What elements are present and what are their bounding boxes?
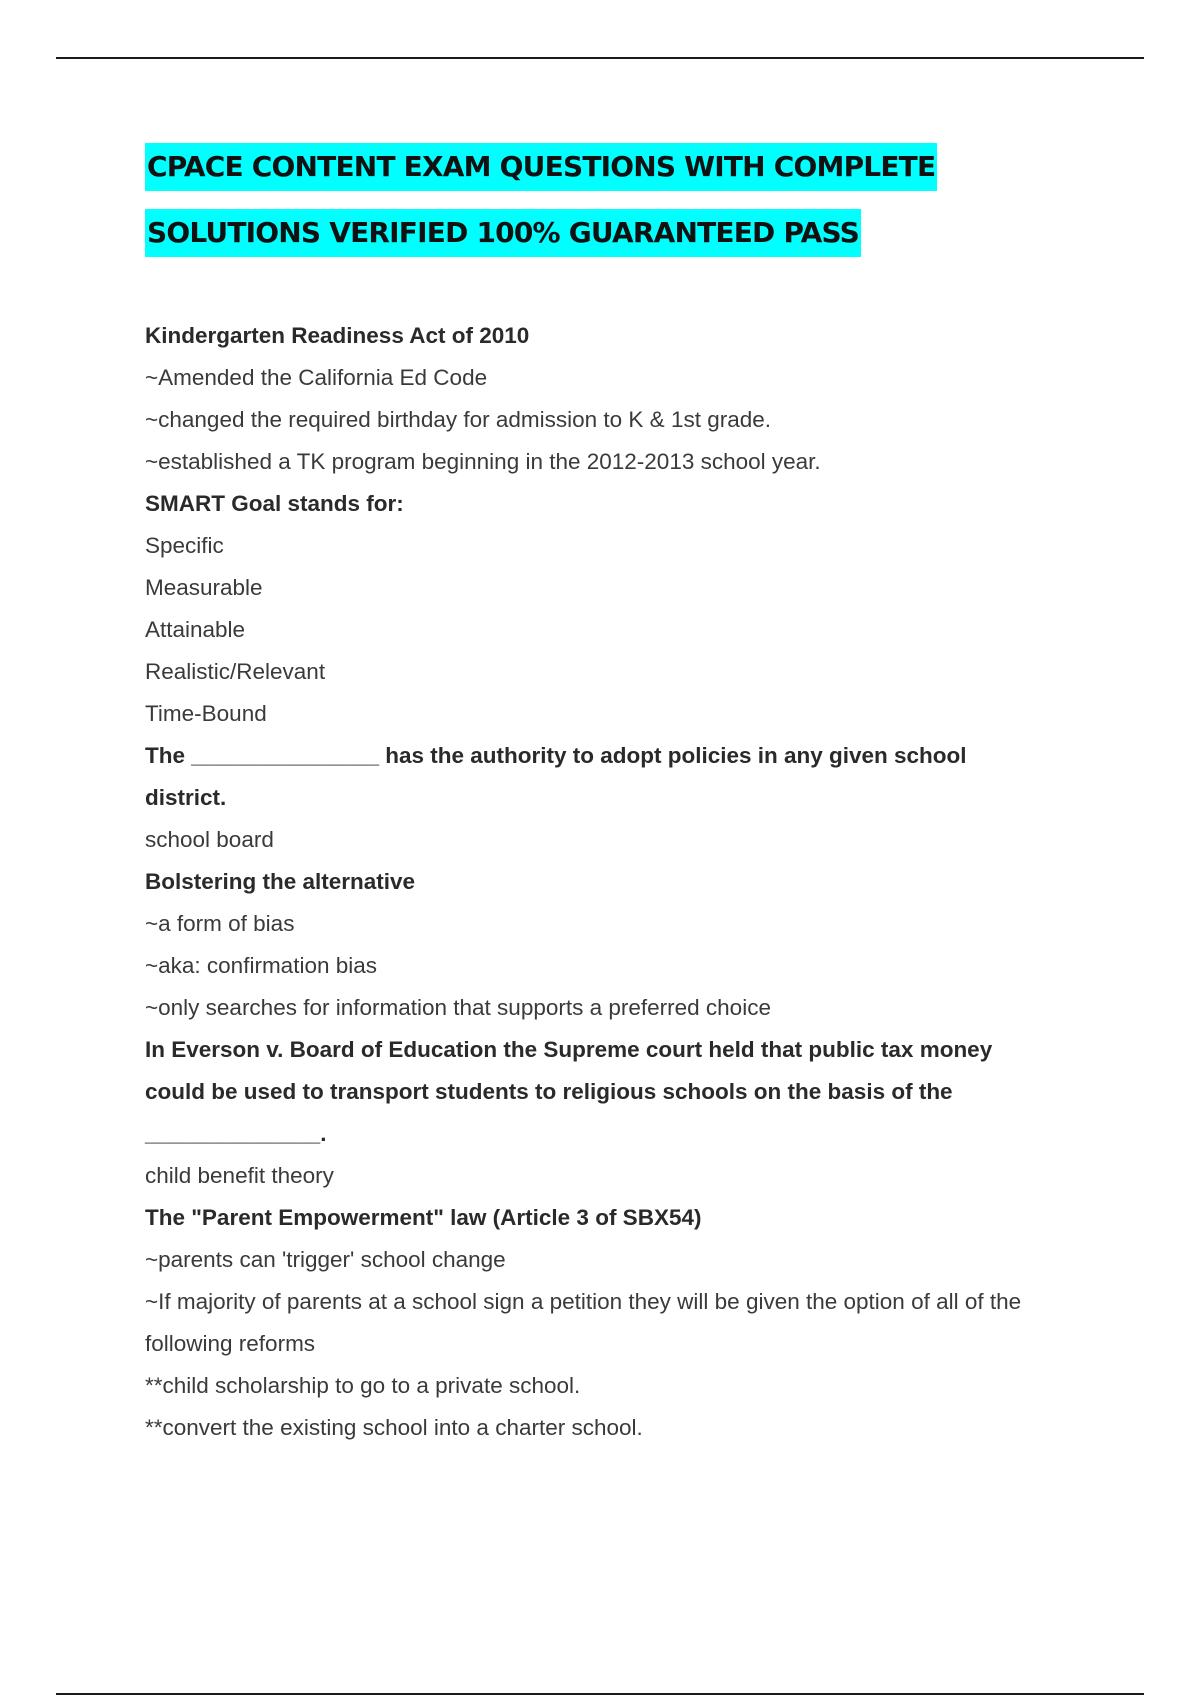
question-line: SMART Goal stands for: [145, 491, 404, 516]
title-line-1: CPACE CONTENT EXAM QUESTIONS WITH COMPLETE [145, 143, 937, 191]
footer-rule [56, 1693, 1144, 1695]
question-line: The "Parent Empowerment" law (Article 3 of SBX54) [145, 1205, 702, 1230]
answer-line: ~a form of bias [145, 911, 295, 936]
answer-line: ~parents can 'trigger' school change [145, 1247, 506, 1272]
question-line: In Everson v. Board of Education the Supreme court held that public tax money [145, 1037, 993, 1062]
question-line: Kindergarten Readiness Act of 2010 [145, 323, 530, 348]
answer-line: school board [145, 827, 274, 852]
answer-line: ~changed the required birthday for admission to K & 1st grade. [145, 407, 772, 432]
answer-line: ~Amended the California Ed Code [145, 365, 488, 390]
answer-line: Realistic/Relevant [145, 659, 326, 684]
qa-content [145, 315, 1095, 1449]
answer-line: Time-Bound [145, 701, 267, 726]
header-rule [56, 57, 1144, 59]
answer-line: Measurable [145, 575, 263, 600]
document-title [145, 143, 1105, 257]
answer-line: child benefit theory [145, 1163, 334, 1188]
question-line: district. [145, 785, 227, 810]
answer-line: ~If majority of parents at a school sign a petition they will be given the option of all of the [145, 1289, 1022, 1314]
answer-line: **child scholarship to go to a private school. [145, 1373, 581, 1398]
answer-line: ~established a TK program beginning in the 2012-2013 school year. [145, 449, 821, 474]
answer-line: ~only searches for information that supports a preferred choice [145, 995, 771, 1020]
question-line: could be used to transport students to religious schools on the basis of the [145, 1079, 953, 1104]
answer-line: following reforms [145, 1331, 316, 1356]
question-line: The _______________ has the authority to adopt policies in any given school [145, 743, 967, 768]
title-line-2: SOLUTIONS VERIFIED 100% GUARANTEED PASS [145, 209, 861, 257]
answer-line: **convert the existing school into a charter school. [145, 1415, 643, 1440]
answer-line: Attainable [145, 617, 246, 642]
question-line: Bolstering the alternative [145, 869, 416, 894]
answer-line: ~aka: confirmation bias [145, 953, 377, 978]
question-line: ______________. [145, 1121, 327, 1146]
answer-line: Specific [145, 533, 224, 558]
